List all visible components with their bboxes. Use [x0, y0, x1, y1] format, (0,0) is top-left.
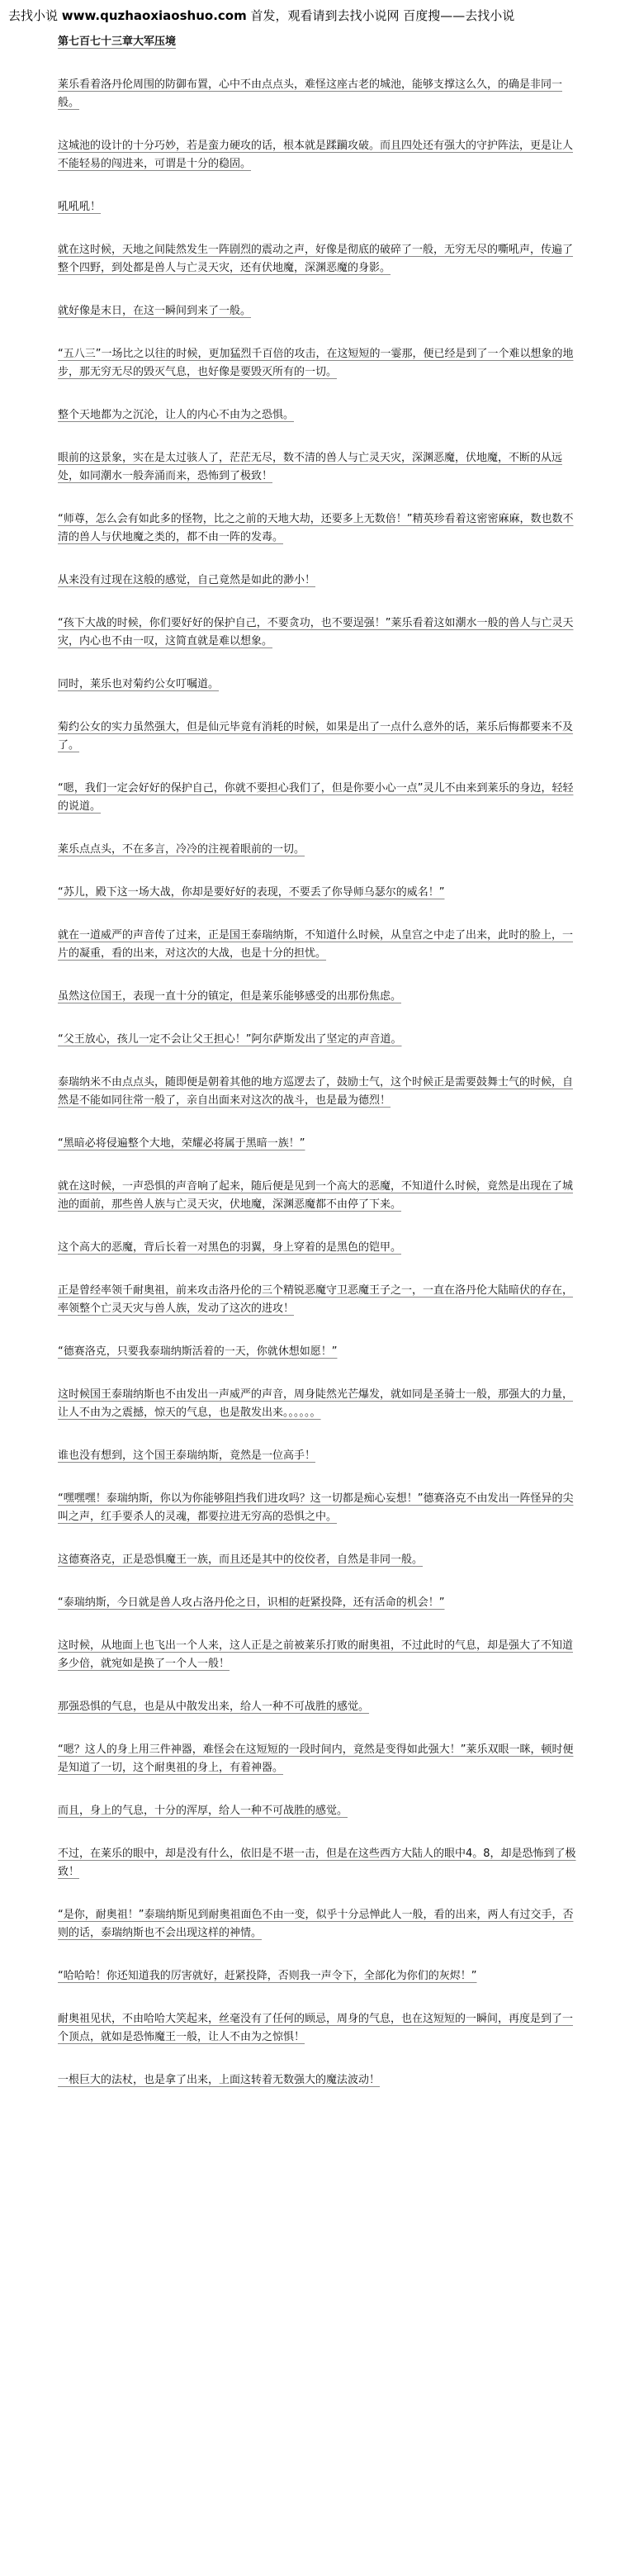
story-paragraph: 莱乐看着洛丹伦周围的防御布置，心中不由点点头，难怪这座古老的城池，能够支撑这么久，的确是非同一般。 — [58, 78, 563, 109]
story-paragraph: 就在这时候，天地之间陡然发生一阵剧烈的震动之声，好像是彻底的破碎了一般，无穷无尽的嘶吼声，传遍了整个四野，到处都是兽人与亡灵天灾，还有伏地魔，深渊恶魔的身影。 — [58, 244, 574, 274]
story-paragraph: 这时候，从地面上也飞出一个人来，这人正是之前被莱乐打败的耐奥祖，不过此时的气息，却是强大了不知道多少倍，就宛如是换了一个人一般！ — [58, 1639, 574, 1670]
story-paragraph: 谁也没有想到，这个国王泰瑞纳斯，竟然是一位高手！ — [58, 1449, 316, 1462]
story-paragraph: 这个高大的恶魔，背后长着一对黑色的羽翼，身上穿着的是黑色的铠甲。 — [58, 1241, 402, 1254]
story-paragraph: 同时，莱乐也对菊约公女叮嘱道。 — [58, 678, 220, 690]
site-url[interactable]: www.quzhaoxiaoshuo.com — [61, 8, 247, 23]
story-paragraph: “苏儿，殿下这一场大战，你却是要好好的表现，不要丢了你导师乌瑟尔的威名！” — [58, 886, 445, 899]
story-paragraph: “孩下大战的时候，你们要好好的保护自己，不要贪功，也不要逞强！”莱乐看着这如潮水一般的兽人与亡灵天灾，内心也不由一叹，这简直就是难以想象。 — [58, 617, 574, 648]
story-paragraph: 虽然这位国王，表现一直十分的镇定，但是莱乐能够感受的出那份焦虑。 — [58, 990, 402, 1003]
story-paragraph: 整个天地都为之沉沦，让人的内心不由为之恐惧。 — [58, 409, 295, 421]
site-notice: 首发，观看请到去找小说网 百度搜——去找小说 — [250, 8, 515, 23]
story-paragraph: “父王放心，孩儿一定不会让父王担心！”阿尔萨斯发出了坚定的声音道。 — [58, 1033, 402, 1046]
story-paragraph: 这时候国王泰瑞纳斯也不由发出一声威严的声音，周身陡然光芒爆发，就如同是圣骑士一般，那强大的力量，让人不由为之震撼，惊天的气息，也是散发出来。。。。。。 — [58, 1388, 574, 1419]
story-paragraph: 不过，在莱乐的眼中，却是没有什么，依旧是不堪一击，但是在这些西方大陆人的眼中4。8，却是恐怖到了极致！ — [58, 1848, 576, 1878]
story-paragraph: 就在一道威严的声音传了过来，正是国王泰瑞纳斯，不知道什么时候，从皇宫之中走了出来，此时的脸上，一片的凝重，看的出来，对这次的大战，也是十分的担忧。 — [58, 929, 574, 960]
story-paragraph: 而且，身上的气息，十分的浑厚，给人一种不可战胜的感觉。 — [58, 1805, 348, 1817]
story-paragraph: “嘿嘿嘿！泰瑞纳斯，你以为你能够阻挡我们进攻吗？这一切都是痴心妄想！”德赛洛克不由发出一阵怪异的尖叫之声，红手要杀人的灵魂，都要拉进无穷高的恐惧之中。 — [58, 1492, 574, 1523]
story-paragraph: “德赛洛克，只要我泰瑞纳斯活着的一天，你就休想如愿！” — [58, 1345, 338, 1358]
story-paragraph: “嗯？这人的身上用三件神器，难怪会在这短短的一段时间内，竟然是变得如此强大！”莱乐双眼一眯，顿时便是知道了一切，这个耐奥祖的身上，有着神器。 — [58, 1743, 574, 1774]
story-paragraph: 一根巨大的法杖，也是拿了出来，上面这转着无数强大的魔法波动！ — [58, 2074, 381, 2086]
story-paragraph: 就在这时候，一声恐惧的声音响了起来，随后便是见到一个高大的恶魔，不知道什么时候，竟然是出现在了城池的面前，那些兽人族与亡灵天灾，伏地魔，深渊恶魔都不由停了下来。 — [58, 1180, 574, 1211]
story-paragraph: 泰瑞纳米不由点点头，随即便是朝着其他的地方巡逻去了，鼓励士气，这个时候正是需要鼓舞士气的时候，自然是不能如同往常一般了，亲自出面来对这次的战斗，也是最为德烈！ — [58, 1076, 574, 1107]
story-paragraph: “五八三”一场比之以往的时候，更加猛烈千百倍的攻击，在这短短的一霎那，便已经是到了一个难以想象的地步，那无穷无尽的毁灭气息，也好像是要毁灭所有的一切。 — [58, 348, 574, 378]
story-paragraph: 正是曾经率领千耐奥祖，前来攻击洛丹伦的三个精锐恶魔守卫恶魔王子之一，一直在洛丹伦大陆暗伏的存在，率领整个亡灵天灾与兽人族，发动了这次的进攻！ — [58, 1284, 574, 1315]
story-paragraph: 眼前的这景象，实在是太过骇人了，茫茫无尽，数不清的兽人与亡灵天灾，深渊恶魔，伏地魔，不断的从远处，如同潮水一般奔涌而来，恐怖到了极致！ — [58, 452, 563, 482]
story-paragraph: “嗯，我们一定会好好的保护自己，你就不要担心我们了，但是你要小心一点”灵儿不由来到莱乐的身边，轻轻的说道。 — [58, 782, 574, 813]
site-header — [0, 0, 639, 31]
story-paragraph: 吼吼吼！ — [58, 201, 102, 213]
story-paragraph: 莱乐点点头，不在多言，冷冷的注视着眼前的一切。 — [58, 843, 305, 856]
site-name: 去找小说 — [8, 8, 59, 23]
story-paragraph: 那强恐惧的气息，也是从中散发出来，给人一种不可战胜的感觉。 — [58, 1701, 370, 1713]
story-paragraph: 从来没有过现在这般的感觉，自己竟然是如此的渺小！ — [58, 574, 316, 586]
chapter-title: 第七百七十三章大军压境 — [58, 36, 177, 48]
story-paragraph: 这德赛洛克，正是恐惧魔王一族，而且还是其中的佼佼者，自然是非同一般。 — [58, 1554, 424, 1566]
story-paragraph: “师尊，怎么会有如此多的怪物，比之之前的天地大劫，还要多上无数倍！”精英珍看着这密密麻麻，数也数不清的兽人与伏地魔之类的，都不由一阵的发毒。 — [58, 513, 574, 543]
story-paragraph: “黑暗必将侵遍整个大地，荣耀必将属于黑暗一族！” — [58, 1137, 305, 1150]
story-paragraph: “泰瑞纳斯，今日就是兽人攻占洛丹伦之日，识相的赶紧投降，还有活命的机会！” — [58, 1596, 445, 1609]
story-paragraph: 这城池的设计的十分巧妙，若是蛮力硬攻的话，根本就是蹂躏攻破。而且四处还有强大的守护阵法，更是让人不能轻易的闯进来，可谓是十分的稳固。 — [58, 140, 574, 170]
story-paragraph: “哈哈哈！你还知道我的厉害就好，赶紧投降，否则我一声令下，全部化为你们的灰烬！” — [58, 1970, 477, 1982]
story-paragraph: 就好像是末日，在这一瞬间到来了一般。 — [58, 305, 252, 317]
story-paragraph: 耐奥祖见状，不由哈哈大笑起来，丝毫没有了任何的顾忌，周身的气息，也在这短短的一瞬间，再度是到了一个顶点，就如是恐怖魔王一般，让人不由为之惊惧！ — [58, 2013, 574, 2043]
chapter-body — [58, 33, 578, 2114]
story-paragraph: “是你，耐奥祖！”泰瑞纳斯见到耐奥祖面色不由一变，似乎十分忌惮此人一般，看的出来，两人有过交手，否则的话，泰瑞纳斯也不会出现这样的神情。 — [58, 1909, 574, 1939]
story-paragraph: 菊约公女的实力虽然强大，但是仙元毕竟有消耗的时候，如果是出了一点什么意外的话，莱乐后悔都要来不及了。 — [58, 721, 574, 752]
paragraph-list — [58, 76, 578, 2090]
